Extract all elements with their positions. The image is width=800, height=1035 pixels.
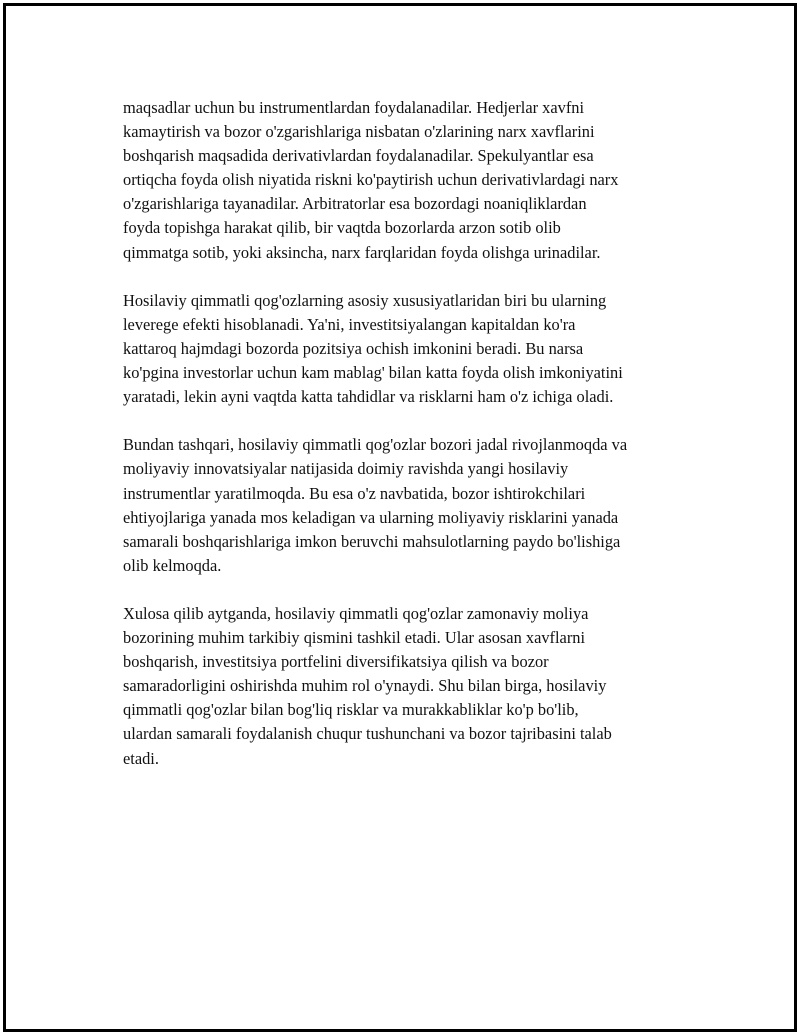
document-body [123, 96, 693, 795]
text-line: o'zgarishlariga tayanadilar. Arbitratorlar esa bozordagi noaniqliklardan [123, 194, 587, 214]
text-line: Xulosa qilib aytganda, hosilaviy qimmatli qog'ozlar zamonaviy moliya [123, 603, 589, 623]
text-line: etadi. [123, 748, 159, 768]
text-line: boshqarish, investitsiya portfelini diversifikatsiya qilish va bozor [123, 652, 549, 672]
text-line: bozorining muhim tarkibiy qismini tashkil etadi. Ular asosan xavflarni [123, 628, 586, 648]
paragraph-4 [123, 602, 693, 771]
text-line: maqsadlar uchun bu instrumentlardan foydalanadilar. Hedjerlar xavfni [123, 98, 585, 117]
text-line: foyda topishga harakat qilib, bir vaqtda bozorlarda arzon sotib olib [123, 218, 561, 238]
text-line: ulardan samarali foydalanish chuqur tushunchani va bozor tajribasini talab [123, 724, 612, 744]
text-line: samarali boshqarishlariga imkon beruvchi mahsulotlarning paydo bo'lishiga [123, 531, 621, 551]
paragraph-2 [123, 289, 693, 409]
text-line: yaratadi, lekin ayni vaqtda katta tahdidlar va risklarni ham o'z ichiga oladi. [123, 387, 614, 407]
paragraph-3 [123, 433, 693, 578]
text-line: ko'pgina investorlar uchun kam mablag' bilan katta foyda olish imkoniyatini [123, 363, 623, 383]
text-line: moliyaviy innovatsiyalar natijasida doimiy ravishda yangi hosilaviy [123, 459, 569, 479]
text-line: olib kelmoqda. [123, 555, 222, 575]
text-line: qimmatli qog'ozlar bilan bog'liq risklar va murakkabliklar ko'p bo'lib, [123, 700, 579, 720]
text-line: ehtiyojlariga yanada mos keladigan va ularning moliyaviy risklarini yanada [123, 507, 619, 527]
paragraph-1 [123, 96, 693, 265]
text-line: qimmatga sotib, yoki aksincha, narx farqlaridan foyda olishga urinadilar. [123, 242, 601, 262]
text-line: Hosilaviy qimmatli qog'ozlarning asosiy xususiyatlaridan biri bu ularning [123, 290, 607, 310]
text-line: boshqarish maqsadida derivativlardan foydalanadilar. Spekulyantlar esa [123, 146, 594, 166]
text-line: instrumentlar yaratilmoqda. Bu esa o'z navbatida, bozor ishtirokchilari [123, 483, 586, 503]
text-line: samaradorligini oshirishda muhim rol o'ynaydi. Shu bilan birga, hosilaviy [123, 676, 607, 696]
document-page [3, 3, 797, 1032]
text-line: Bundan tashqari, hosilaviy qimmatli qog'ozlar bozori jadal rivojlanmoqda va [123, 435, 628, 455]
text-line: kamaytirish va bozor o'zgarishlariga nisbatan o'zlarining narx xavflarini [123, 122, 595, 142]
text-line: ortiqcha foyda olish niyatida riskni ko'paytirish uchun derivativlardagi narx [123, 170, 619, 190]
text-line: kattaroq hajmdagi bozorda pozitsiya ochish imkonini beradi. Bu narsa [123, 338, 584, 358]
text-line: leverege efekti hisoblanadi. Ya'ni, investitsiyalangan kapitaldan ko'ra [123, 314, 576, 334]
